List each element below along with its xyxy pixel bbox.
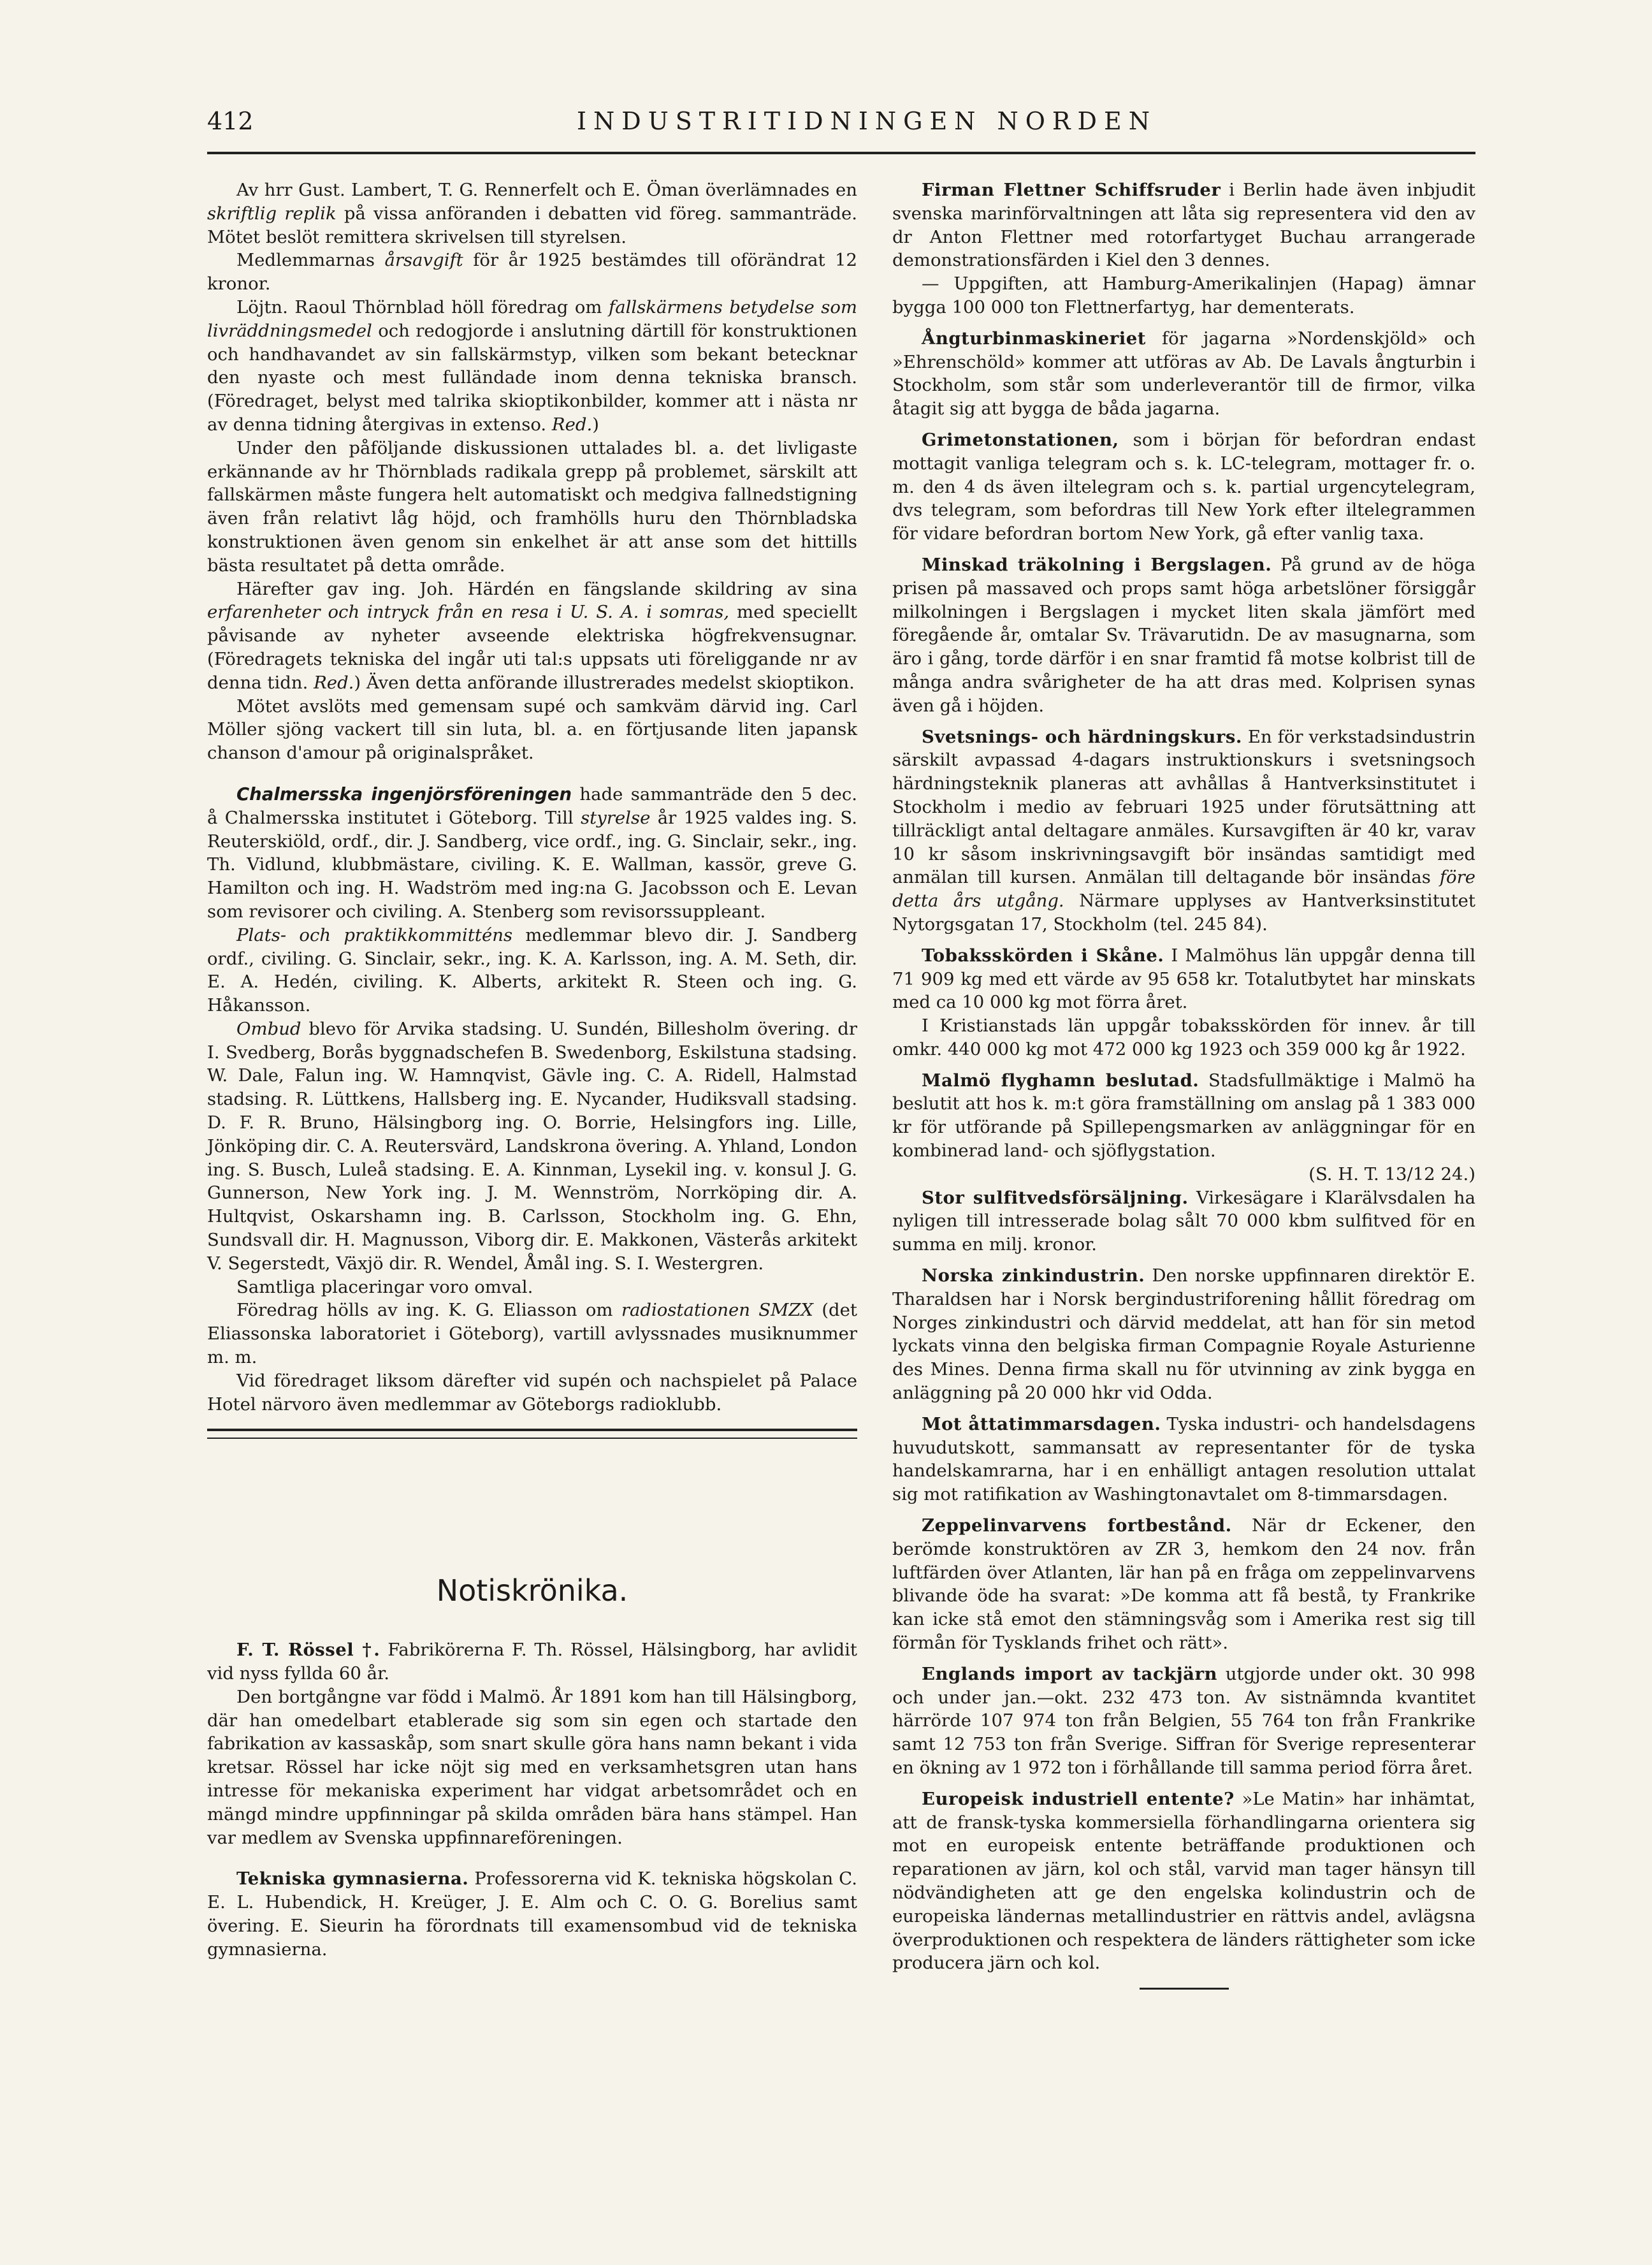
article-heading: Grimetonstationen, [922, 429, 1119, 450]
paragraph: Mot åttatimmarsdagen. Tyska industri- och handelsdagens huvudutskott, sammansatt av representanter för de tyska handelskamrarna, har i en enhälligt antagen resolution uttalat sig mot ratifikation av Washingtonavtalet om 8-timmarsdagen. [892, 1413, 1476, 1505]
end-rule [1140, 1988, 1229, 1990]
section-divider [207, 1429, 857, 1439]
paragraph: Den bortgångne var född i Malmö. År 1891 kom han till Hälsingborg, där han omedelbart etablerade sig som sin egen och startade den fabrikation av kassaskåp, som snart skulle göra hans namn bekant i vida kretsar. Rössel har icke nöjt sig med en verksamhetsgren utan hans intresse för mekaniska experiment har vidgat arbetsområdet och en mängd mindre uppfinningar på skilda områden bära hans stämpel. Han var medlem av Svenska uppfinnareföreningen. [207, 1686, 857, 1848]
page-header [207, 107, 1475, 154]
page-number: 412 [207, 107, 254, 135]
paragraph: Chalmersska ingenjörsföreningen hade sammanträde den 5 dec. å Chalmersska institutet i Göteborg. Till styrelse år 1925 valdes ing. S. Reuterskiöld, ordf., dir. J. Sandberg, vice ordf., ing. G. Sinclair, sekr., ing. Th. Vidlund, klubbmästare, civiling. K. E. Wallman, kassör, greve G. Hamilton och ing. H. Wadström med ing:na G. Jacobsson och E. Levan som revisorer och civiling. A. Stenberg som revisorssuppleant. [207, 783, 858, 922]
source-citation: (S. H. T. 13/12 24.) [1308, 1163, 1475, 1184]
paragraph: Härefter gav ing. Joh. Härdén en fängslande skildring av sina erfarenheter och intryck från en resa i U. S. A. i somras, med speciellt påvisande av nyheter avseende elektriska högfrekvensugnar. (Föredragets tekniska del ingår uti tal:s uppsats uti föreliggande nr av denna tidn. Red.) Även detta anförande illustrerades medelst skioptikon. [207, 578, 857, 693]
paragraph: Vid föredraget liksom därefter vid supén och nachspielet på Palace Hotel närvoro även medlemmar av Göteborgs radioklubb. [207, 1370, 857, 1415]
paragraph: Englands import av tackjärn utgjorde under okt. 30 998 och under jan.—okt. 232 473 ton. Av sistnämnda kvantitet härrörde 107 974 ton från Belgien, 55 764 ton från Frankrike samt 12 753 ton från Sverige. Siffran för Sverige representerar en ökning av 1 972 ton i förhållande till samma period förra året. [892, 1663, 1475, 1778]
article-heading: Norska zinkindustrin. [922, 1265, 1145, 1286]
paragraph: Malmö flyghamn beslutad. Stadsfullmäktige i Malmö ha beslutit att hos k. m:t göra framställning om anslag på 1 383 000 kr för utförande på Spillepengsmarken av anläggningar för en kombinerad land- och sjöflygstation. [892, 1070, 1476, 1162]
paragraph: Ångturbinmaskineriet för jagarna »Nordenskjöld» och »Ehrenschöld» kommer att utföras av Ab. De Lavals ångturbin i Stockholm, som står som underleverantör till de firmor, vilka åtagit sig att bygga de båda jagarna. [892, 328, 1475, 419]
paragraph: Zeppelinvarvens fortbestånd. När dr Eckener, den berömde konstruktören av ZR 3, hemkom den 24 nov. från luftfärden över Atlanten, lär han på en fråga om zeppelinvarvens blivande öde ha svarat: »De komma att få bestå, ty Frankrike kan icke stå emot den stämningsvåg som i Amerika rest sig till förmån för Tysklands frihet och rätt». [892, 1515, 1475, 1654]
paragraph: Svetsnings- och härdningskurs. En för verkstadsindustrin särskilt avpassad 4-dagars instruktionskurs i svetsningsoch härdningsteknik planeras att avhållas å Hantverksinstitutet i Stockholm i medio av februari 1925 under förutsättning att tillräckligt antal deltagare anmäles. Kursavgiften är 40 kr, varav 10 kr såsom inskrivningsavgift bör insändas samtidigt med anmälan till kursen. Anmälan till deltagande bör insändas före detta års utgång. Närmare upplyses av Hantverksinstitutet Nytorgsgatan 17, Stockholm (tel. 245 84). [892, 726, 1475, 935]
journal-title: INDUSTRITIDNINGEN NORDEN [577, 107, 1157, 135]
paragraph: I Kristianstads län uppgår tobaksskörden för innev. år till omkr. 440 000 kg mot 472 000 kg 1923 och 359 000 kg år 1922. [892, 1016, 1475, 1060]
article-heading: Chalmersska ingenjörsföreningen [236, 783, 572, 805]
paragraph: Mötet avslöts med gemensam supé och samkväm därvid ing. Carl Möller sjöng vackert till sin luta, bl. a. en förtjusande liten japansk chanson d'amour på originalspråket. [207, 696, 857, 764]
article-heading: Minskad träkolning i Bergslagen. [922, 554, 1272, 575]
paragraph: Medlemmarnas årsavgift för år 1925 bestämdes till oförändrat 12 kronor. [207, 250, 858, 295]
paragraph: Av hrr Gust. Lambert, T. G. Rennerfelt och E. Öman överlämnades en skriftlig replik på vissa anföranden i debatten vid föreg. sammanträde. Mötet beslöt remittera skrivelsen till styrelsen. [207, 180, 857, 247]
paragraph: F. T. Rössel †. Fabrikörerna F. Th. Rössel, Hälsingborg, har avlidit vid nyss fyllda 60 år. [207, 1640, 857, 1684]
article-heading: Englands import av tackjärn [922, 1663, 1217, 1684]
left-column [207, 178, 857, 1962]
article-heading: Ångturbinmaskineriet [922, 328, 1146, 349]
article-heading: Malmö flyghamn beslutad. [922, 1070, 1199, 1091]
article-heading: Firman Flettner Schiffsruder [922, 180, 1221, 200]
article-heading: Zeppelinvarvens fortbestånd. [922, 1515, 1232, 1536]
article-heading: Stor sulfitvedsförsäljning. [922, 1187, 1189, 1208]
paragraph: Under den påföljande diskussionen uttalades bl. a. det livligaste erkännande av hr Thörnblads radikala grepp på problemet, särskilt att fallskärmen måste fungera helt automatiskt och medgiva fallnedstigning även från relativt låg höjd, och framhölls huru den Thörnbladska konstruktionen även genom sin enkelhet är att anse som det hittills bästa resultatet på detta område. [207, 437, 857, 576]
article-heading: Tobaksskörden i Skåne. [922, 945, 1164, 966]
paragraph: Löjtn. Raoul Thörnblad höll föredrag om fallskärmens betydelse som livräddningsmedel och redogjorde i anslutning därtill för konstruktionen och handhavandet av sin fallskärmstyp, vilken som bekant betecknar den nyaste och mest fulländade inom denna tekniska bransch. (Föredraget, belyst med talrika skioptikonbilder, kommer att i nästa nr av denna tidning återgivas in extenso. Red.) [207, 296, 857, 435]
paragraph: Samtliga placeringar voro omval. [236, 1276, 533, 1297]
article-heading: F. T. Rössel †. [236, 1640, 380, 1661]
article-heading: Tekniska gymnasierna. [236, 1868, 469, 1890]
paragraph: Ombud blevo för Arvika stadsing. U. Sundén, Billesholm övering. dr I. Svedberg, Borås byggnadschefen B. Swedenborg, Eskilstuna stadsing. W. Dale, Falun ing. W. Hamnqvist, Gävle ing. C. A. Ridell, Halmstad stadsing. R. Lüttkens, Hallsberg ing. E. Nycander, Hudiksvall stadsing. D. F. R. Bruno, Hälsingborg ing. O. Borrie, Helsingfors ing. Lille, Jönköping dir. C. A. Reutersvärd, Landskrona övering. A. Yhland, London ing. S. Busch, Luleå stadsing. E. A. Kinnman, Lysekil ing. v. konsul J. G. Gunnerson, New York ing. J. M. Wennström, Norrköping dir. A. Hultqvist, Oskarshamn ing. B. Carlsson, Stockholm ing. G. Ehn, Sundsvall dir. H. Magnusson, Viborg dir. E. Makkonen, Västerås arkitekt V. Segerstedt, Växjö dir. R. Wendel, Åmål ing. S. I. Westergren. [207, 1018, 857, 1274]
paragraph: — Uppgiften, att Hamburg-Amerikalinjen (Hapag) ämnar bygga 100 000 ton Flettnerfartyg, har dementerats. [892, 273, 1475, 317]
article-heading: Mot åttatimmarsdagen. [922, 1413, 1161, 1434]
paragraph: Grimetonstationen, som i början för befordran endast mottagit vanliga telegram och s. k. LC-telegram, mottager fr. o. m. den 4 ds även iltelegram och s. k. partial urgencytelegram, dvs telegram, som befordras till New York efter iltelegrammen för vidare befordran bortom New York, gå efter vanlig taxa. [892, 429, 1475, 544]
paragraph: Firman Flettner Schiffsruder i Berlin hade även inbjudit svenska marinförvaltningen att låta sig representera vid den av dr Anton Flettner med rotorfartyget Buchau arrangerade demonstrationsfärden i Kiel den 3 dennes. [892, 180, 1475, 271]
right-column [892, 178, 1475, 1990]
paragraph: Minskad träkolning i Bergslagen. På grund av de höga prisen på massaved och props samt höga arbetslöner försiggår milkolningen i Bergslagen i mycket liten skala jämfört med föregående år, omtalar Sv. Trävarutidn. De av masugnarna, som äro i gång, torde därför i en snar framtid få motse kolbrist till de många andra svårigheter de ha att dras med. Kolprisen synas även gå i höjden. [892, 554, 1475, 716]
paragraph: Europeisk industriell entente? »Le Matin» har inhämtat, att de fransk-tyska kommersiella förhandlingarna orientera sig mot en europeisk entente beträffande produktionen och reparationen av järn, kol och stål, varvid man tager hänsyn till nödvändigheten att ge den engelska kolindustrin och de europeiska ländernas metallindustrier en rättvis andel, avlägsna överproduktionen och respektera de länders rättigheter som icke producera järn och kol. [892, 1788, 1476, 1974]
paragraph: Stor sulfitvedsförsäljning. Virkesägare i Klarälvsdalen ha nyligen till intresserade bolag sålt 70 000 kbm sulfitved för en summa en milj. kronor. [892, 1187, 1475, 1255]
article-heading: Europeisk industriell entente? [922, 1788, 1235, 1809]
paragraph: Plats- och praktikkommitténs medlemmar blevo dir. J. Sandberg ordf., civiling. G. Sinclair, sekr., ing. K. A. Karlsson, ing. A. M. Seth, dir. E. A. Hedén, civiling. K. Alberts, arkitekt R. Steen och ing. G. Håkansson. [207, 924, 857, 1016]
paragraph: Tekniska gymnasierna. Professorerna vid K. tekniska högskolan C. E. L. Hubendick, H. Kreüger, J. E. Alm och C. O. G. Borelius samt övering. E. Sieurin ha förordnats till examensombud vid de tekniska gymnasierna. [207, 1868, 857, 1960]
paragraph: Norska zinkindustrin. Den norske uppfinnaren direktör E. Tharaldsen har i Norsk bergindustriforening hållit föredrag om Norges zinkindustri och därvid meddelat, att han för sin metod lyckats vinna den belgiska firman Compagnie Royale Asturienne des Mines. Denna firma skall nu för utvinning av zink bygga en anläggning på 20 000 hkr vid Odda. [892, 1265, 1475, 1404]
paragraph: Föredrag hölls av ing. K. G. Eliasson om radiostationen SMZX (det Eliassonska laboratoriet i Göteborg), vartill avlyssnades musiknummer m. m. [207, 1300, 857, 1368]
section-title: Notiskrönika. [436, 1573, 628, 1608]
paragraph: Tobaksskörden i Skåne. I Malmöhus län uppgår denna till 71 909 kg med ett värde av 95 658 kr. Totalutbytet har minskats med ca 10 000 kg mot förra året. [892, 945, 1475, 1013]
article-heading: Svetsnings- och härdningskurs. [922, 726, 1242, 747]
